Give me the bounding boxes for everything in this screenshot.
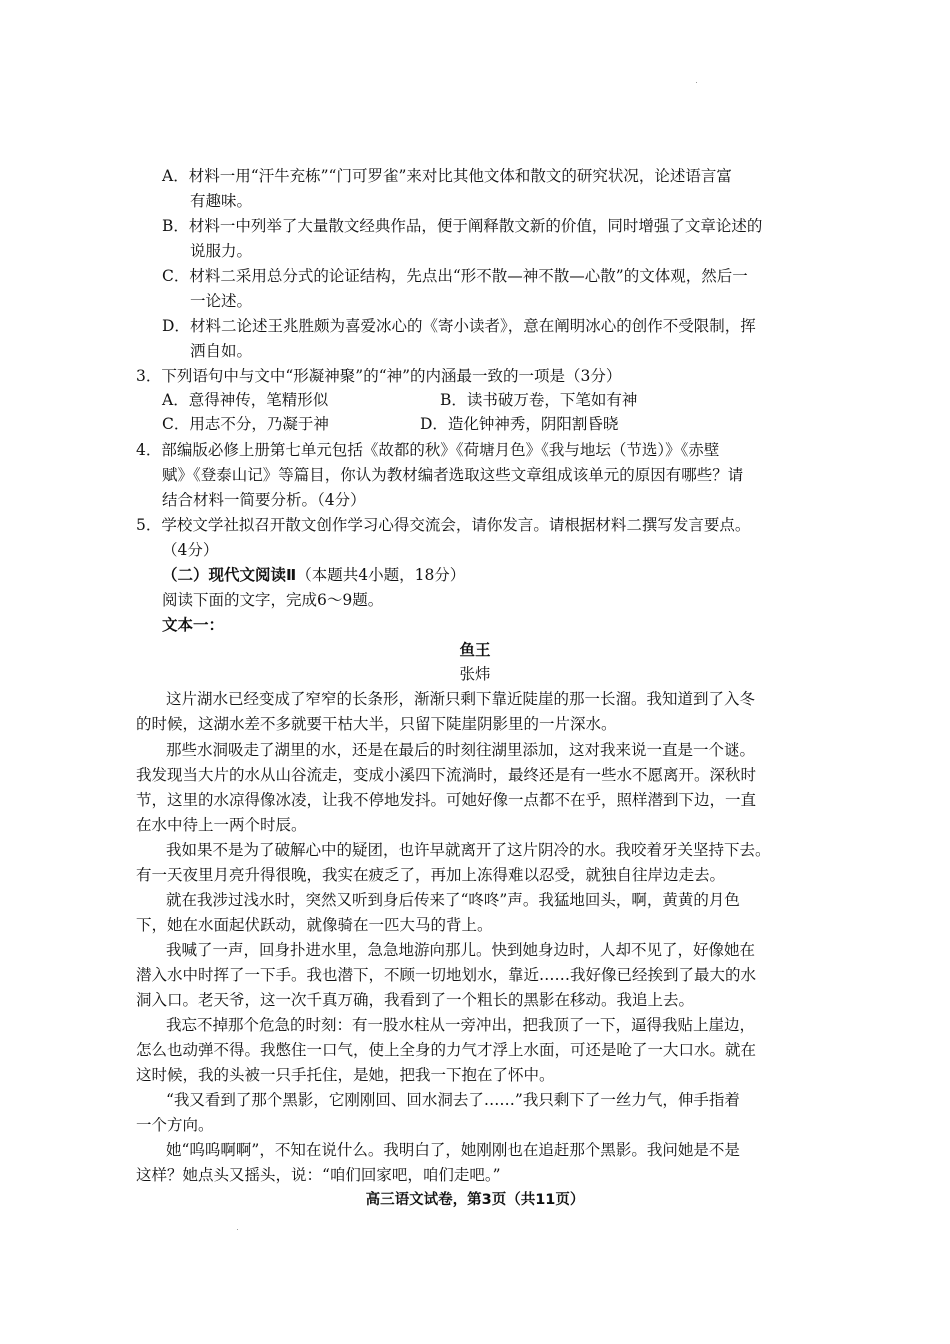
story-line: 下，她在水面起伏跃动，就像骑在一匹大马的背上。 <box>136 916 493 934</box>
q3-option-b: B．读书破万卷，下笔如有神 <box>440 391 638 409</box>
q3-option-a: A．意得神传，笔精形似 <box>162 391 329 409</box>
q2-option-b-cont: 说服力。 <box>190 242 253 260</box>
story-line: 就在我涉过浅水时，突然又听到身后传来了“咚咚”声。我猛地回头，啊，黄黄的月色 <box>166 891 740 909</box>
story-title: 鱼王 <box>459 641 491 659</box>
page-footer: 高三语文试卷，第3页（共11页） <box>365 1192 585 1208</box>
q3-option-c: C．用志不分，乃凝于神 <box>162 415 329 433</box>
option-text: 材料一中列举了大量散文经典作品，便于阐释散文新的价值，同时增强了文章论述的 <box>188 217 763 235</box>
story-line: 怎么也动弹不得。我憋住一口气，使上全身的力气才浮上水面，可还是呛了一大口水。就在 <box>136 1041 757 1059</box>
reading-instruction: 阅读下面的文字，完成6～9题。 <box>162 591 384 609</box>
q2-option-c-cont: 一论述。 <box>190 292 253 310</box>
story-line: 洞入口。老天爷，这一次千真万确，我看到了一个粗长的黑影在移动。我追上去。 <box>136 991 695 1009</box>
story-line: 我喊了一声，回身扑进水里，急急地游向那儿。快到她身边时，人却不见了，好像她在 <box>166 941 756 959</box>
story-line: 在水中待上一两个时辰。 <box>136 816 307 834</box>
q2-option-a <box>162 164 732 188</box>
option-letter: C． <box>162 267 190 285</box>
story-line: 这时候，我的头被一只手托住，是她，把我一下抱在了怀中。 <box>136 1066 555 1084</box>
q3-stem: 3．下列语句中与文中“形凝神聚”的“神”的内涵最一致的一项是（3分） <box>136 367 622 385</box>
q2-option-b <box>162 214 762 238</box>
q5-line-2: （4分） <box>162 541 219 559</box>
q4-line-3: 结合材料一简要分析。（4分） <box>162 491 366 509</box>
option-text: 材料二论述王兆胜颇为喜爱冰心的《寄小读者》，意在阐明冰心的创作不受限制，挥 <box>189 317 756 335</box>
scan-dot <box>237 1229 238 1230</box>
story-line: 一个方向。 <box>136 1116 214 1134</box>
story-line: “我又看到了那个黑影，它刚刚回、回水洞去了……”我只剩下了一丝力气，伸手指着 <box>166 1091 740 1109</box>
q3-option-d: D．造化钟神秀，阴阳割昏晓 <box>420 415 619 433</box>
story-line: 我如果不是为了破解心中的疑团，也许早就离开了这片阴冷的水。我咬着牙关坚持下去。 <box>166 841 771 859</box>
q2-option-a-cont: 有趣味。 <box>190 192 253 210</box>
q2-option-c <box>162 264 748 288</box>
text-one-label: 文本一： <box>162 616 225 634</box>
q2-option-d-cont: 洒自如。 <box>190 342 253 360</box>
story-line: 这片湖水已经变成了窄窄的长条形，渐渐只剩下靠近陡崖的那一长溜。我知道到了入冬 <box>166 690 756 708</box>
story-line: 那些水洞吸走了湖里的水，还是在最后的时刻往湖里添加，这对我来说一直是一个谜。 <box>166 741 756 759</box>
q4-line-1: 4．部编版必修上册第七单元包括《故都的秋》《荷塘月色》《我与地坛（节选）》《赤壁 <box>136 441 720 459</box>
story-line: 潜入水中时挥了一下手。我也潜下，不顾一切地划水，靠近……我好像已经挨到了最大的水 <box>136 966 757 984</box>
section-2-heading <box>162 563 465 587</box>
story-line: 我发现当大片的水从山谷流走，变成小溪四下流淌时，最终还是有一些水不愿离开。深秋时 <box>136 766 757 784</box>
option-text: 材料一用“汗牛充栋”“门可罗雀”来对比其他文体和散文的研究状况，论述语言富 <box>188 167 732 185</box>
option-letter: D． <box>162 317 190 335</box>
story-line: 节，这里的水凉得像冰凌，让我不停地发抖。可她好像一点都不在乎，照样潜到下边，一直 <box>136 791 757 809</box>
scan-dot <box>696 82 697 83</box>
story-line: 这样？她点头又摇头，说：“咱们回家吧，咱们走吧。” <box>136 1166 501 1184</box>
story-author: 张炜 <box>459 665 491 683</box>
section-2-heading-bold: （二）现代文阅读Ⅱ <box>162 566 297 584</box>
option-letter: A． <box>162 167 189 185</box>
q2-option-d <box>162 314 756 338</box>
q4-line-2: 赋》《登泰山记》等篇目，你认为教材编者选取这些文章组成该单元的原因有哪些？请 <box>162 466 744 484</box>
story-line: 我忘不掉那个危急的时刻：有一股水柱从一旁冲出，把我顶了一下，逼得我贴上崖边， <box>166 1016 756 1034</box>
section-2-heading-rest: （本题共4小题，18分） <box>296 566 466 584</box>
option-text: 材料二采用总分式的论证结构，先点出“形不散—神不散—心散”的文体观，然后一 <box>189 267 748 285</box>
story-line: 她“呜呜啊啊”，不知在说什么。我明白了，她刚刚也在追赶那个黑影。我问她是不是 <box>166 1141 740 1159</box>
story-line: 的时候，这湖水差不多就要干枯大半，只留下陡崖阴影里的一片深水。 <box>136 715 617 733</box>
story-line: 有一天夜里月亮升得很晚，我实在疲乏了，再加上冻得难以忍受，就独自往岸边走去。 <box>136 866 726 884</box>
option-letter: B． <box>162 217 189 235</box>
q5-line-1: 5．学校文学社拟召开散文创作学习心得交流会，请你发言。请根据材料二撰写发言要点。 <box>136 516 751 534</box>
